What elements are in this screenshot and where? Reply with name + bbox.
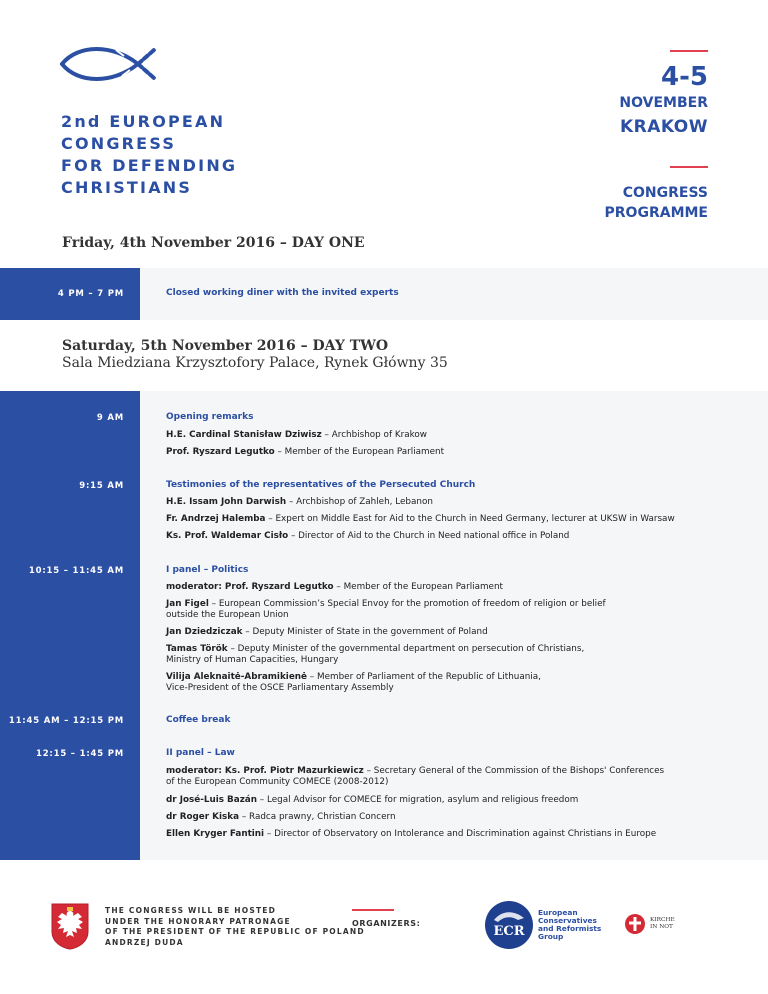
congress-city: KRAKOW <box>619 117 708 137</box>
ecr-logo <box>484 900 534 950</box>
title-line: 2nd EUROPEAN <box>61 112 226 131</box>
session-title: Closed working diner with the invited experts <box>166 288 399 298</box>
kirche-in-not-logo <box>624 913 646 939</box>
speaker-line: Vilija Aleknaitė-Abramikienė – Member of Parliament of the Republic of Lithuania, Vice-President of the OSCE Parliamentary Assembly <box>166 672 541 693</box>
ichthys-logo <box>58 42 158 90</box>
session-title: Testimonies of the representatives of the Persecuted Church <box>166 480 476 490</box>
ecr-name-line: Group <box>538 932 564 941</box>
session-time: 4 PM – 7 PM <box>57 289 124 299</box>
programme-line: CONGRESS <box>622 185 708 201</box>
speaker-line: Jan Dziedziczak – Deputy Minister of State in the government of Poland <box>166 627 488 637</box>
congress-dates: 4-5 <box>661 62 708 92</box>
day-two-heading: Saturday, 5th November 2016 – DAY TWO <box>62 338 389 354</box>
patronage-line: THE CONGRESS WILL BE HOSTED <box>105 906 277 915</box>
day-one-heading: Friday, 4th November 2016 – DAY ONE <box>62 235 365 251</box>
title-line: FOR DEFENDING <box>61 156 238 175</box>
divider <box>670 166 708 168</box>
speaker-line: Fr. Andrzej Halemba – Expert on Middle East for Aid to the Church in Need Germany, lecturer at UKSW in Warsaw <box>166 514 675 524</box>
session-title: II panel – Law <box>166 748 235 758</box>
speaker-line: Ellen Kryger Fantini – Director of Observatory on Intolerance and Discrimination against Christians in Europe <box>166 829 657 839</box>
speaker-line: H.E. Cardinal Stanisław Dziwisz – Archbishop of Krakow <box>166 430 427 440</box>
speaker-line: Prof. Ryszard Legutko – Member of the European Parliament <box>166 447 445 457</box>
ecr-logo-text: ECR <box>493 924 525 939</box>
speaker-line: dr Roger Kiska – Radca prawny, Christian Concern <box>166 812 396 822</box>
programme-line: PROGRAMME <box>604 205 708 221</box>
session-title: I panel – Politics <box>166 565 249 575</box>
kirche-in-not-name <box>650 917 675 931</box>
patronage-line: UNDER THE HONORARY PATRONAGE <box>105 916 291 926</box>
time-column <box>0 391 140 860</box>
speaker-line: dr José-Luis Bazán – Legal Advisor for COMECE for migration, asylum and religious freedom <box>166 795 579 805</box>
title-line: CONGRESS <box>61 134 177 153</box>
session-title: Coffee break <box>166 715 231 725</box>
kirche-line: IN NOT <box>650 924 673 930</box>
speaker-line: moderator: Ks. Prof. Piotr Mazurkiewicz – Secretary General of the Commission of the Bishops' Conferences of the European Community COMECE (2008-2012) <box>166 766 665 787</box>
session-time: 12:15 – 1:45 PM <box>35 749 124 759</box>
speaker-line: Jan Figel – European Commission’s Special Envoy for the promotion of freedom of religion or belief outside the European Union <box>166 599 606 620</box>
patronage-line: OF THE PRESIDENT OF THE REPUBLIC OF POLAND <box>105 927 365 936</box>
ecr-name <box>538 909 601 941</box>
session-time: 9 AM <box>96 413 124 423</box>
session-time: 9:15 AM <box>79 481 124 491</box>
speaker-line: Ks. Prof. Waldemar Cisło – Director of Aid to the Church in Need national office in Poland <box>166 531 570 541</box>
day-two-venue: Sala Miedziana Krzysztofory Palace, Rynek Główny 35 <box>62 355 448 371</box>
divider <box>670 50 708 52</box>
ecr-name-line: European <box>538 908 578 917</box>
congress-title <box>61 111 237 199</box>
title-line: CHRISTIANS <box>61 178 193 197</box>
congress-month: NOVEMBER <box>619 95 708 111</box>
divider <box>352 909 394 911</box>
session-time: 11:45 AM – 12:15 PM <box>8 716 124 726</box>
ecr-name-line: Conservatives <box>538 916 597 925</box>
kirche-line: KIRCHE <box>650 917 675 923</box>
ecr-name-line: and Reformists <box>538 924 602 933</box>
organizers-label: ORGANIZERS: <box>352 919 421 928</box>
speaker-line: H.E. Issam John Darwish – Archbishop of Zahleh, Lebanon <box>166 497 433 507</box>
patronage-line: ANDRZEJ DUDA <box>105 937 184 947</box>
speaker-line: Tamas Török – Deputy Minister of the governmental department on persecution of Christians, Ministry of Human Capacities, Hungary <box>166 644 585 665</box>
polish-eagle-emblem <box>50 902 90 954</box>
speaker-line: moderator: Prof. Ryszard Legutko – Member of the European Parliament <box>166 582 503 592</box>
programme-label <box>605 183 708 223</box>
session-title: Opening remarks <box>166 412 254 422</box>
patronage-text <box>105 906 365 948</box>
session-time: 10:15 – 11:45 AM <box>28 566 124 576</box>
